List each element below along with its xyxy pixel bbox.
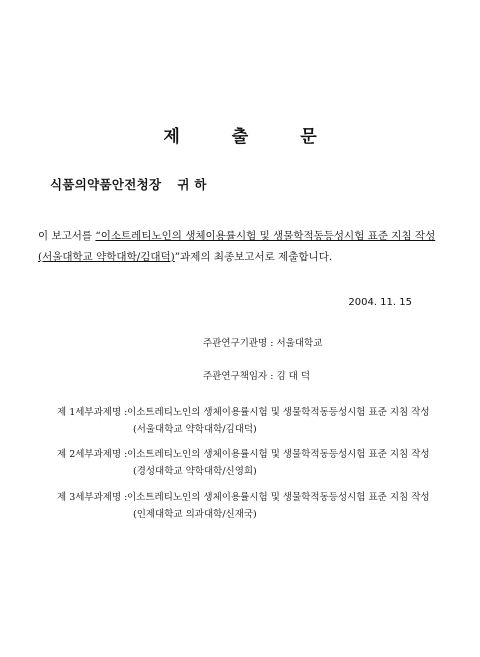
lead-organization	[203, 335, 322, 349]
lead-organization-label: 주관연구기관명 :	[203, 338, 277, 349]
subproject-org: (경성대학교 약학대학/신영희)	[133, 466, 257, 477]
recipient-line	[50, 175, 207, 193]
statement-line-2	[38, 247, 458, 268]
subproject-org: (서울대학교 약학대학/김대덕)	[133, 424, 257, 435]
statement-quoted-title-cont: (서울대학교 약학대학/김대덕)	[38, 251, 175, 263]
subproject-1	[57, 404, 430, 438]
lead-researcher-label: 주관연구책임자 :	[203, 371, 277, 382]
lead-researcher-value: 김 대 덕	[276, 371, 311, 382]
subproject-title: 이소트레티노인의 생체이용률시험 및 생물학적동등성시험 표준 지침 작성	[127, 449, 430, 460]
statement-line-1	[38, 226, 458, 247]
lead-organization-value: 서울대학교	[276, 338, 323, 349]
subproject-label: 제 1세부과제명 :	[57, 407, 128, 418]
submission-date: 2004. 11. 15	[348, 297, 412, 308]
recipient-honorific: 귀 하	[177, 177, 207, 192]
subproject-label: 제 3세부과제명 :	[57, 492, 128, 503]
statement-prefix: 이 보고서를	[38, 230, 96, 242]
recipient-name: 식품의약품안전청장	[50, 177, 162, 192]
subproject-label: 제 2세부과제명 :	[57, 449, 128, 460]
lead-researcher	[203, 368, 310, 382]
subproject-title: 이소트레티노인의 생체이용률시험 및 생물학적동등성시험 표준 지침 작성	[127, 492, 430, 503]
subproject-2	[57, 446, 430, 480]
title-char-3: 문	[300, 127, 317, 147]
subproject-title: 이소트레티노인의 생체이용률시험 및 생물학적동등성시험 표준 지침 작성	[127, 407, 430, 418]
statement-suffix: ”과제의 최종보고서로 제출합니다.	[174, 251, 333, 263]
title-char-1: 제	[163, 127, 180, 147]
document-title	[0, 122, 480, 147]
title-char-2: 출	[231, 127, 249, 147]
subproject-org: (인제대학교 의과대학/신재국)	[133, 509, 257, 520]
statement-quoted-title: “이소트레티노인의 생체이용률시험 및 생물학적동등성시험 표준 지침 작성	[95, 230, 436, 242]
subproject-3	[57, 489, 430, 523]
